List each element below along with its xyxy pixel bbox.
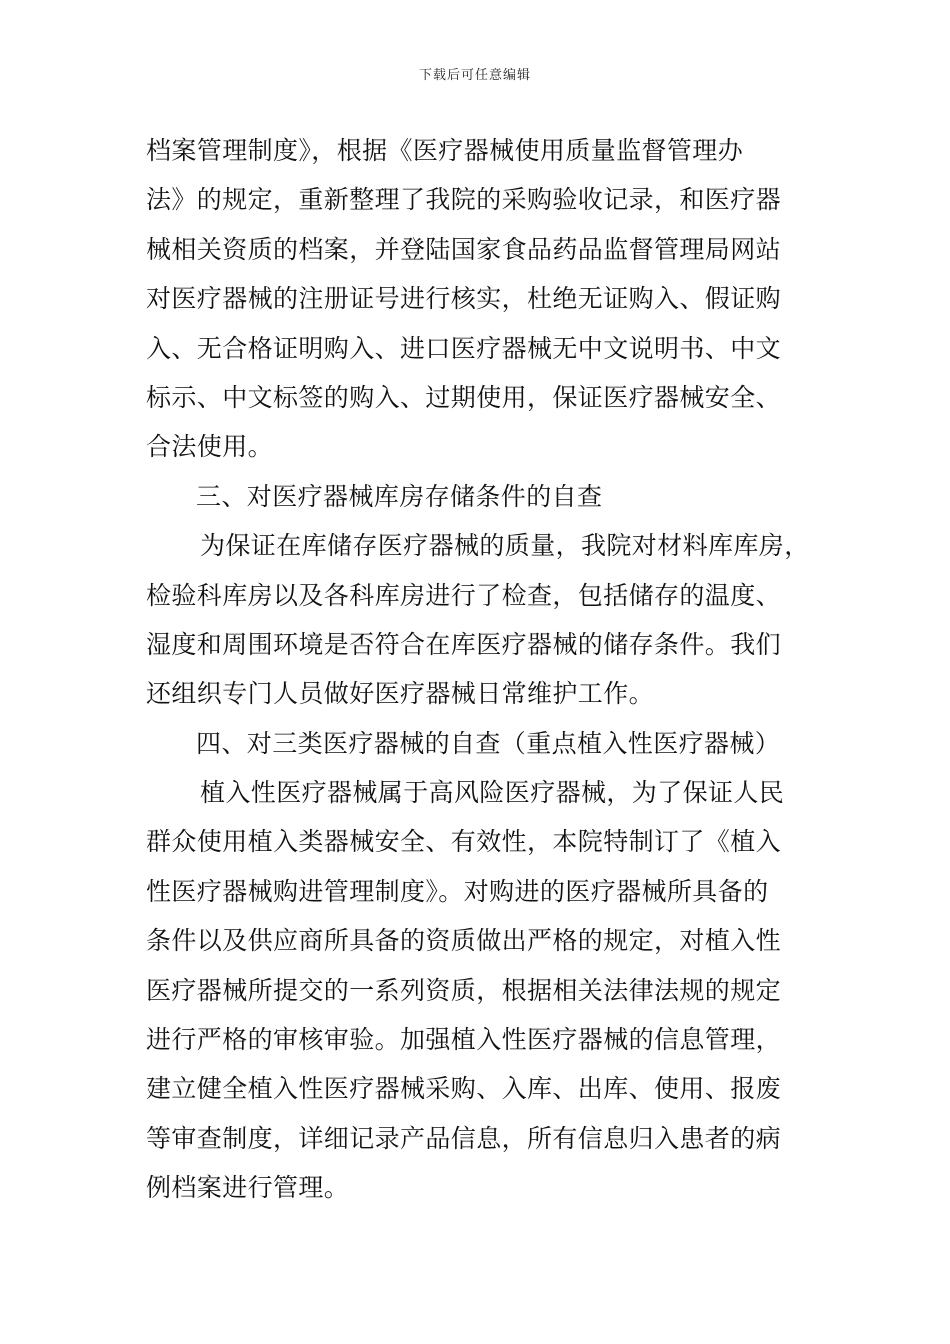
section-heading: 四、对三类医疗器械的自查（重点植入性医疗器械） bbox=[196, 728, 781, 758]
paragraph-line: 湿度和周围环境是否符合在库医疗器械的储存条件。我们 bbox=[146, 629, 782, 659]
paragraph-line: 群众使用植入类器械安全、有效性，本院特制订了《植入 bbox=[146, 827, 782, 857]
paragraph-line: 植入性医疗器械属于高风险医疗器械，为了保证人民 bbox=[200, 778, 785, 808]
paragraph-line: 档案管理制度》，根据《医疗器械使用质量监督管理办 bbox=[146, 136, 744, 165]
paragraph-line: 条件以及供应商所具备的资质做出严格的规定，对植入性 bbox=[146, 926, 782, 956]
paragraph-line: 建立健全植入性医疗器械采购、入库、出库、使用、报废 bbox=[146, 1074, 782, 1104]
paragraph-line: 例档案进行管理。 bbox=[146, 1173, 350, 1203]
paragraph-line: 还组织专门人员做好医疗器械日常维护工作。 bbox=[146, 679, 655, 709]
paragraph-line: 入、无合格证明购入、进口医疗器械无中文说明书、中文 bbox=[146, 333, 782, 363]
section-heading: 三、对医疗器械库房存储条件的自查 bbox=[196, 481, 603, 511]
paragraph-line: 法》的规定，重新整理了我院的采购验收记录，和医疗器 bbox=[146, 185, 782, 215]
paragraph-line: 检验科库房以及各科库房进行了检查，包括储存的温度、 bbox=[146, 580, 782, 610]
paragraph-line: 性医疗器械购进管理制度》。对购进的医疗器械所具备的 bbox=[146, 876, 769, 906]
document-body bbox=[146, 126, 836, 1213]
paragraph-line: 械相关资质的档案，并登陆国家食品药品监督管理局网站 bbox=[146, 234, 782, 264]
paragraph-line: 为保证在库储存医疗器械的质量，我院对材料库库房， bbox=[200, 531, 810, 561]
paragraph-line: 医疗器械所提交的一系列资质，根据相关法律法规的规定 bbox=[146, 975, 782, 1005]
paragraph-line: 进行严格的审核审验。加强植入性医疗器械的信息管理， bbox=[146, 1025, 782, 1055]
paragraph-line: 等审查制度，详细记录产品信息，所有信息归入患者的病 bbox=[146, 1123, 782, 1153]
header-note: 下载后可任意编辑 bbox=[418, 68, 531, 83]
paragraph-line: 合法使用。 bbox=[146, 432, 274, 462]
paragraph-line: 对医疗器械的注册证号进行核实，杜绝无证购入、假证购 bbox=[146, 284, 782, 314]
paragraph-line: 标示、中文标签的购入、过期使用，保证医疗器械安全、 bbox=[146, 382, 782, 412]
